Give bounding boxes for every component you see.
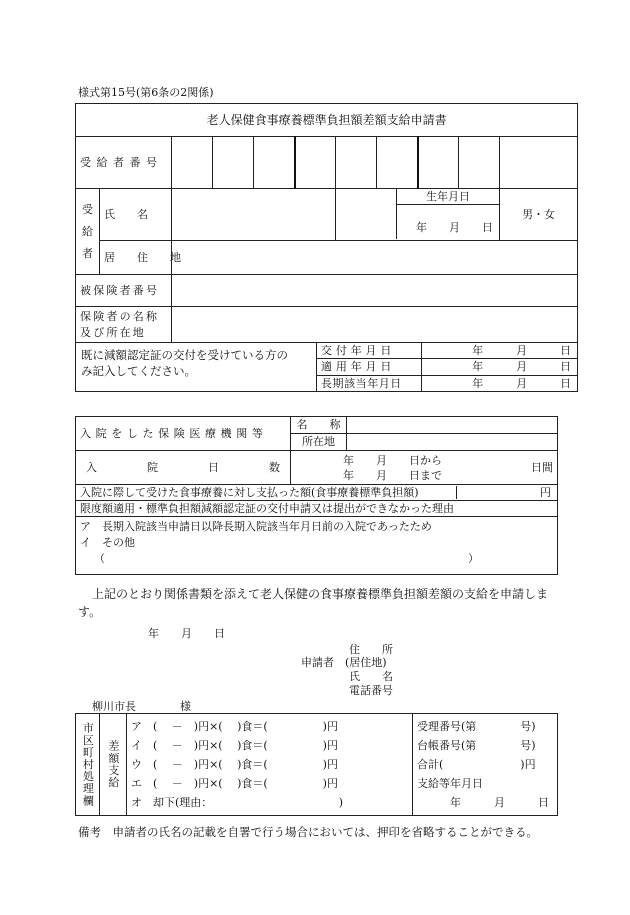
- birth-date-cell[interactable]: [336, 189, 500, 241]
- office-calculation-cell[interactable]: [127, 714, 413, 816]
- stay-from: 年 月 日から: [343, 453, 442, 467]
- stay-label-char: 院: [147, 460, 158, 474]
- address-label: 居 住 地: [100, 241, 172, 275]
- statement-line: 上記のとおり関係書類を添えて老人保健の食事療養標準負担額差額の支給を申請しま: [92, 587, 549, 601]
- form-number: 様式第15号(第6条の2関係): [78, 86, 214, 99]
- blank-cell: [500, 137, 578, 189]
- recipient-number-label: 受給者番号: [76, 137, 172, 189]
- long-term-date-field[interactable]: 年 月 日: [472, 376, 572, 390]
- stay-label-char: 数: [269, 460, 280, 474]
- recipient-number-box[interactable]: [459, 137, 500, 189]
- office-label: 市区町村処理欄: [81, 722, 95, 807]
- calculation-line[interactable]: イ ( － )円×( )食＝( )円: [131, 739, 338, 752]
- stay-to: 年 月 日まで: [343, 468, 442, 482]
- apply-date-field[interactable]: 年 月 日: [472, 360, 572, 374]
- recipient-number-box[interactable]: [336, 137, 377, 189]
- form-title: 老人保健食事療養標準負担額差額支給申請書: [76, 104, 578, 137]
- recipient-number-box[interactable]: [418, 137, 459, 189]
- recipient-number-box[interactable]: [295, 137, 336, 189]
- applicant-name-label: 氏 名: [349, 670, 393, 683]
- insurer-label-line: 及び所在地: [80, 325, 146, 339]
- gender-field[interactable]: 男・女: [500, 189, 578, 241]
- long-term-date-label: 長期該当年月日: [317, 376, 422, 391]
- name-label: 氏 名: [100, 189, 172, 241]
- recipient-number-box[interactable]: [213, 137, 254, 189]
- office-table: [75, 713, 558, 816]
- recipient-group-char: 者: [82, 246, 93, 260]
- stay-days: 日間: [531, 460, 553, 474]
- reasons-cell[interactable]: [76, 517, 558, 575]
- stay-period-field[interactable]: [291, 451, 558, 485]
- issue-date-label: 交付年月日: [317, 343, 422, 358]
- stay-label: [76, 451, 291, 485]
- recipient-number-box[interactable]: [172, 137, 213, 189]
- birth-date-placeholder: 年 月 日: [416, 221, 493, 235]
- calculation-line[interactable]: ウ ( － )円×( )食＝( )円: [131, 758, 338, 771]
- reason-other-field[interactable]: （ ）: [94, 552, 479, 565]
- hospital-location-label: 所在地: [291, 434, 347, 451]
- remark: 備考 申請者の氏名の記載を自署で行う場合においては、押印を省略することができる。: [78, 825, 538, 839]
- hospital-table: [75, 416, 558, 575]
- stay-label-char: 日: [208, 460, 219, 474]
- reason-item[interactable]: イ その他: [80, 536, 135, 549]
- reason-item[interactable]: ア 長期入院該当申請日以降長期入院該当年月日前の入院であったため: [80, 520, 432, 533]
- application-date[interactable]: 年 月 日: [148, 627, 225, 640]
- application-upper-table: [75, 103, 578, 392]
- addressee: 柳川市長 様: [92, 700, 191, 713]
- ledger-number[interactable]: 台帳番号(第 号): [417, 739, 536, 752]
- issue-date-field[interactable]: 年 月 日: [472, 344, 572, 357]
- hospital-label: 入院をした保険医療機関等: [76, 417, 291, 451]
- insurer-label-line: 保険者の名称: [80, 309, 160, 323]
- recipient-number-box[interactable]: [254, 137, 295, 189]
- applicant-phone-label: 電話番号: [349, 684, 393, 697]
- applicant-residence-label: (居住地): [345, 656, 387, 669]
- hospital-name-label: 名 称: [291, 417, 347, 434]
- insured-number-field[interactable]: [172, 275, 578, 307]
- calculation-line[interactable]: ア ( － )円×( )食＝( )円: [131, 720, 338, 733]
- insured-number-label: 被保険者番号: [76, 275, 172, 307]
- name-field[interactable]: [172, 189, 336, 241]
- apply-date-label: 適用年月日: [317, 359, 422, 374]
- payment-date-field[interactable]: 年 月 日: [450, 796, 549, 809]
- reason-row-label: 限度額適用・標準負担額減額認定証の交付申請又は提出ができなかった理由: [76, 501, 558, 517]
- paid-amount-field[interactable]: 円: [540, 485, 551, 499]
- recipient-group-char: 給: [82, 224, 93, 238]
- insurer-label: [76, 307, 172, 343]
- office-sub-label: 差額支給: [106, 740, 120, 789]
- recipient-group-char: 受: [82, 202, 93, 216]
- reduction-note-line: 既に減額認定証の交付を受けている方の: [81, 348, 288, 362]
- hospital-location-field[interactable]: [347, 434, 558, 451]
- recipient-number-box[interactable]: [377, 137, 418, 189]
- hospital-name-field[interactable]: [347, 417, 558, 434]
- rejection-line[interactable]: オ 却下(理由： ): [131, 796, 344, 809]
- address-field[interactable]: [172, 241, 578, 275]
- reduction-note: [76, 343, 316, 391]
- paid-amount-label: 入院に際して受けた食事療養に対し支払った額(食事療養標準負担額): [76, 486, 457, 500]
- stay-label-char: 入: [86, 460, 97, 474]
- insurer-field[interactable]: [172, 307, 578, 343]
- total-amount[interactable]: 合計( )円: [417, 758, 536, 771]
- reduction-note-line: み記入してください。: [81, 364, 196, 378]
- birth-date-label: 生年月日: [397, 189, 499, 205]
- reduction-section: [76, 343, 578, 392]
- applicant-address-label: 住 所: [349, 643, 393, 656]
- paid-amount-row: [76, 485, 558, 501]
- applicant-label: 申請者: [301, 656, 334, 669]
- payment-date-label: 支給等年月日: [417, 777, 483, 790]
- statement-line: す。: [78, 605, 102, 619]
- recipient-group-label: [76, 189, 100, 275]
- calculation-line[interactable]: エ ( － )円×( )食＝( )円: [131, 777, 338, 790]
- office-sub-label-cell: [100, 714, 127, 816]
- receipt-number[interactable]: 受理番号(第 号): [417, 720, 536, 733]
- office-label-cell: [76, 714, 100, 816]
- office-info-cell[interactable]: [413, 714, 558, 816]
